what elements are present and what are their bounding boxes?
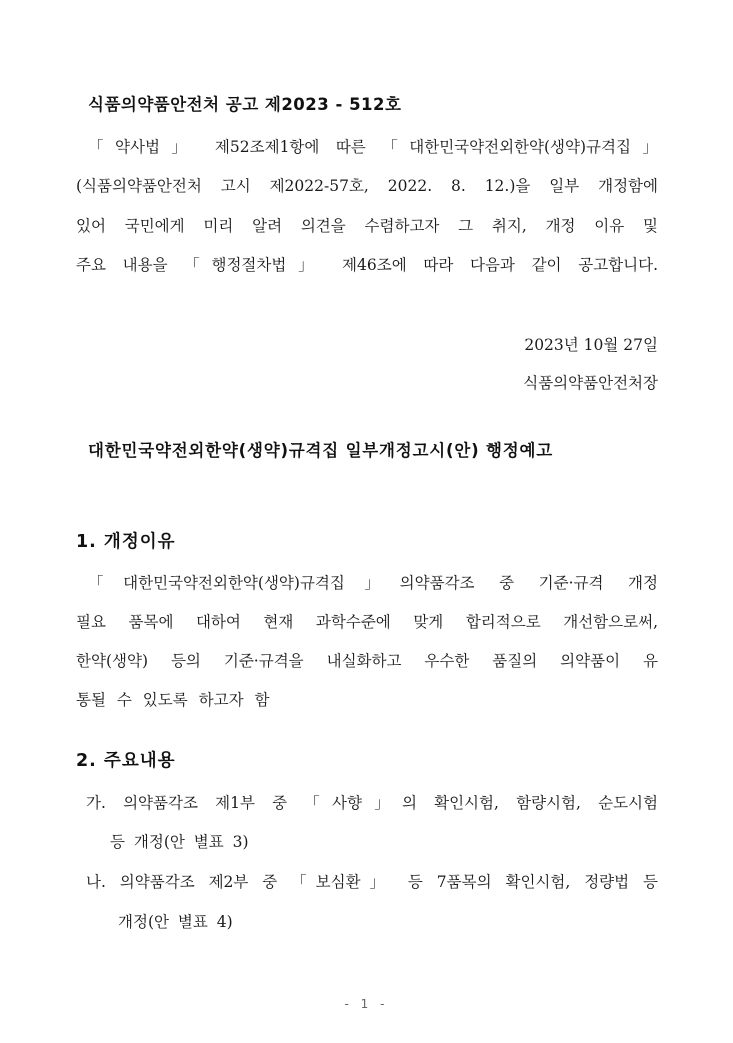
notice-body-line-2: (식품의약품안전처 고시 제2022-57호, 2022. 8. 12.)을 일부 개정함에 (76, 177, 658, 195)
notice-signer: 식품의약품안전처장 (523, 374, 658, 392)
main-heading: 대한민국약전외한약(생약)규격집 일부개정고시(안) 행정예고 (88, 441, 553, 460)
list-item-1-line-2: 등 개정(안 별표 3) (110, 833, 249, 851)
notice-title: 식품의약품안전처 공고 제2023 - 512호 (88, 95, 402, 114)
section-1-body-line-1: 「대한민국약전외한약(생약)규격집」의약품각조 중 기준·규격 개정 (88, 574, 658, 592)
page-number: - 1 - (344, 997, 389, 1011)
list-item-1-line-1: 가. 의약품각조 제1부 중 「사향」의 확인시험, 함량시험, 순도시험 (86, 794, 658, 812)
section-1-body-line-3: 한약(생약) 등의 기준·규격을 내실화하고 우수한 품질의 의약품이 유 (76, 652, 658, 670)
notice-body-line-3: 있어 국민에게 미리 알려 의견을 수렴하고자 그 취지, 개정 이유 및 (76, 217, 658, 235)
section-2-heading: 2. 주요내용 (76, 751, 176, 771)
list-item-2-line-1: 나. 의약품각조 제2부 중 「보심환」 등 7품목의 확인시험, 정량법 등 (86, 873, 658, 891)
section-1-heading: 1. 개정이유 (76, 532, 176, 552)
notice-body-line-1: 「약사법」 제52조제1항에 따른 「대한민국약전외한약(생약)규격집」 (88, 138, 658, 156)
notice-date: 2023년 10월 27일 (524, 336, 658, 354)
section-1-body-line-4: 통될 수 있도록 하고자 함 (76, 691, 270, 709)
notice-body-line-4: 주요 내용을 「행정절차법」 제46조에 따라 다음과 같이 공고합니다. (76, 256, 658, 274)
list-item-2-line-2: 개정(안 별표 4) (118, 913, 233, 931)
section-1-body-line-2: 필요 품목에 대하여 현재 과학수준에 맞게 합리적으로 개선함으로써, (76, 613, 658, 631)
